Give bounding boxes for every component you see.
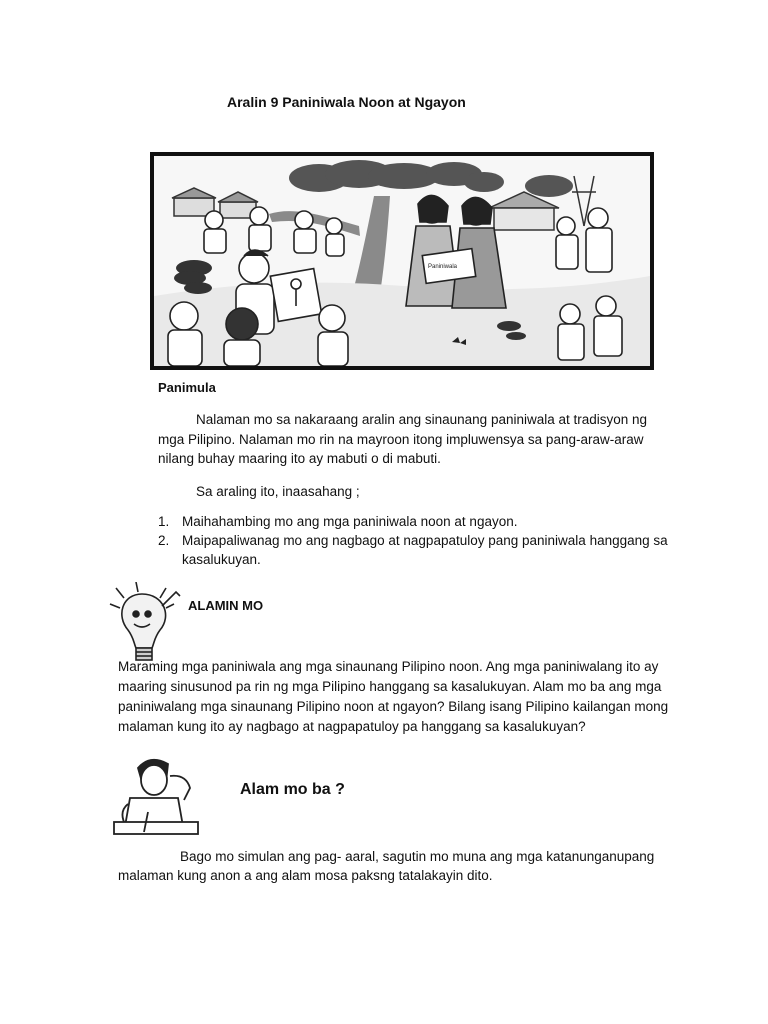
objective-text: Maipapaliwanag mo ang nagbago at nagpapatuloy pang paniniwala hanggang sa kasalukuyan. <box>182 533 668 567</box>
objective-item <box>158 512 683 531</box>
sign-text: Paniniwala <box>428 264 458 270</box>
lesson-illustration <box>150 152 654 370</box>
objective-number: 2. <box>158 533 170 548</box>
alamin-line4: malaman kung ito ay nagbago at nagpapatuloy pa hanggang sa kasalukuyan? <box>118 719 586 734</box>
thinking-student-icon <box>108 752 204 836</box>
alam-mo-ba-heading: Alam mo ba ? <box>240 781 345 798</box>
alamin-line2: maaring sinusunod pa rin ng mga Pilipino hanggang sa kasalukuyan. Alam mo ba ang mga <box>118 679 662 694</box>
lightbulb-mascot-icon <box>106 582 186 668</box>
panimula-para1-line1: Nalaman mo sa nakaraang aralin ang sinaunang paniniwala at tradisyon ng <box>196 412 648 427</box>
alam-mo-ba-line2: malaman kung anon a ang alam mosa paksng tatalakayin dito. <box>118 868 493 883</box>
panimula-heading: Panimula <box>158 380 216 395</box>
alamin-line3: paniniwalang mga sinaunang Pilipino noon at ngayon? Bilang isang Pilipino kailangan mong <box>118 699 669 714</box>
alam-mo-ba-line1: Bago mo simulan ang pag- aaral, sagutin mo muna ang mga katanunganupang <box>180 849 655 864</box>
illustration-scene <box>154 156 650 366</box>
panimula-para1-line2: mga Pilipino. Nalaman mo rin na mayroon itong impluwensya sa pang-araw-araw <box>158 432 644 447</box>
page-title: Aralin 9 Paniniwala Noon at Ngayon <box>227 94 466 110</box>
alamin-heading: ALAMIN MO <box>188 598 264 613</box>
objective-text: Maihahambing mo ang mga paniniwala noon at ngayon. <box>182 514 518 529</box>
alamin-line1: Maraming mga paniniwala ang mga sinaunang Pilipino noon. Ang mga paniniwalang ito ay <box>118 659 659 674</box>
objective-number: 1. <box>158 514 170 529</box>
objective-item <box>158 531 683 569</box>
panimula-para1-line3: nilang buhay maaring ito ay mabuti o di mabuti. <box>158 451 441 466</box>
panimula-para2: Sa araling ito, inaasahang ; <box>196 484 360 499</box>
objectives-list <box>158 512 683 569</box>
